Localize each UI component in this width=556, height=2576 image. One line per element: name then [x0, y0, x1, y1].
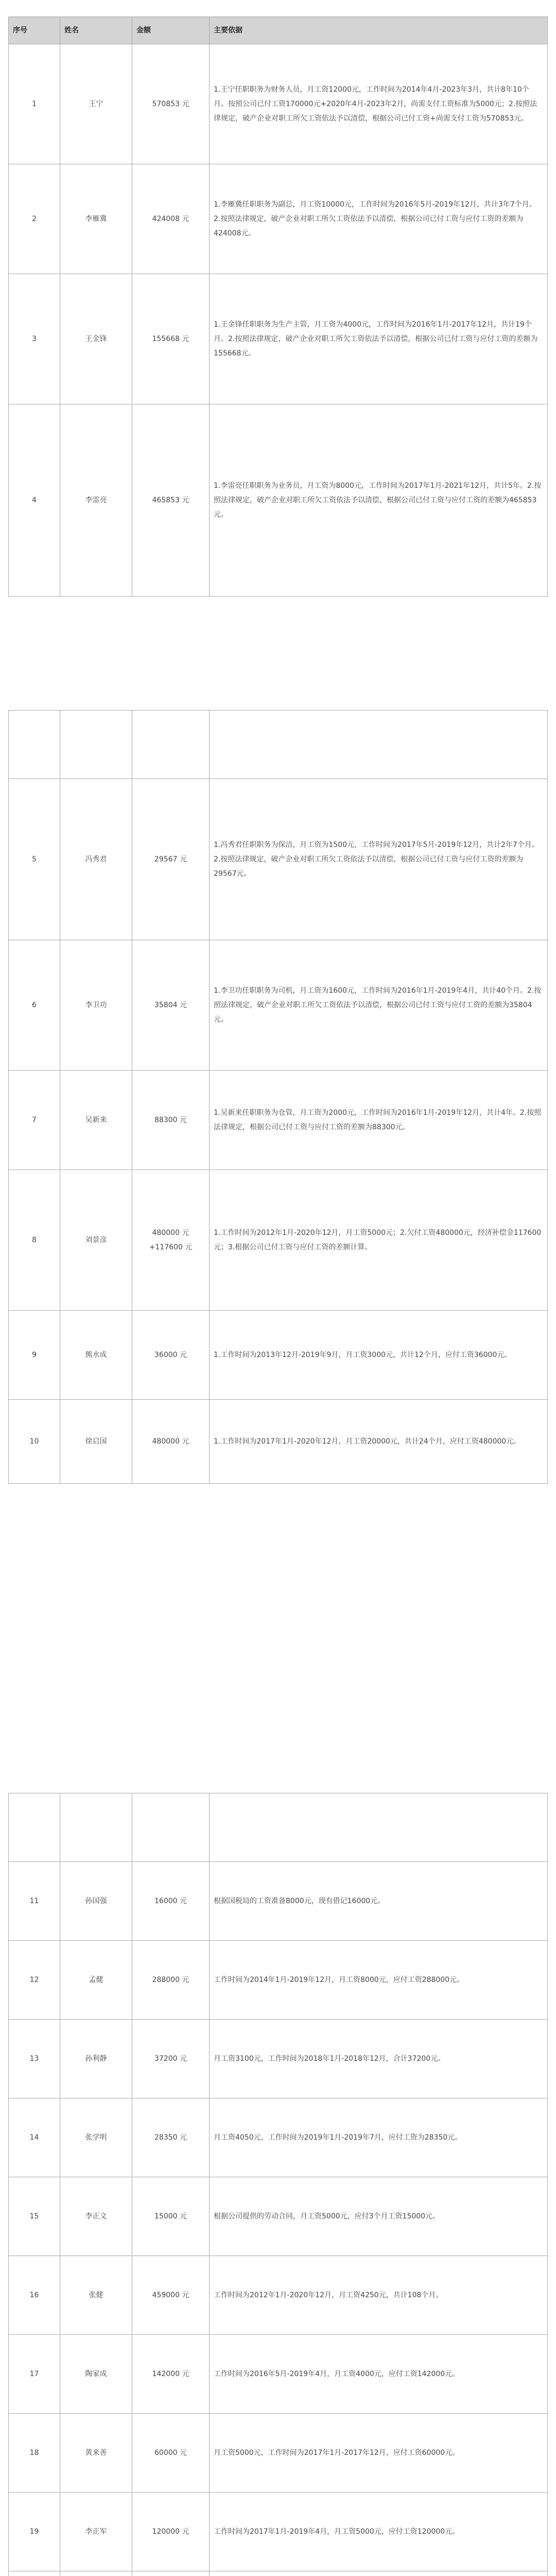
row-no: 17	[9, 2335, 60, 2414]
row-amount: 29567 元	[132, 779, 210, 940]
row-name: 张学明	[60, 2098, 132, 2177]
row-amount: 480000 元+117600 元	[132, 1170, 210, 1311]
row-basis: 工作时间为2017年1月-2019年4月，月工资5000元，应付工资120000元。	[210, 2493, 548, 2571]
row-amount: 424008 元	[132, 164, 210, 274]
row-basis: 月工资5000元，工作时间为2017年1月-2017年12月，应付工资60000元。	[210, 2414, 548, 2493]
row-amount: 16000 元	[132, 1862, 210, 1941]
row-no: 9	[9, 1311, 60, 1400]
row-basis: 工作时间为2012年1月-2020年12月，月工资4250元，共计108个月。	[210, 2256, 548, 2335]
blank-row	[9, 710, 548, 779]
row-no: 5	[9, 779, 60, 940]
table-row	[9, 1400, 548, 1484]
row-amount: 88300 元	[132, 1071, 210, 1170]
table-row	[9, 1941, 548, 2020]
row-amount: 28350 元	[132, 2098, 210, 2177]
row-no: 15	[9, 2177, 60, 2256]
row-no: 14	[9, 2098, 60, 2177]
row-basis: 1.工作时间为2017年1月-2020年12月，月工资20000元，共计24个月，应付工资480000元。	[210, 1400, 548, 1484]
header-no: 序号	[9, 17, 60, 44]
row-amount: 480000 元	[132, 1400, 210, 1484]
table-row	[9, 2335, 548, 2414]
row-name: 张健	[60, 2256, 132, 2335]
table-row	[9, 274, 548, 404]
row-basis: 月工资4050元，工作时间为2019年1月-2019年7月，应付工资为28350元。	[210, 2098, 548, 2177]
row-no: 8	[9, 1170, 60, 1311]
row-no: 18	[9, 2414, 60, 2493]
row-name: 李雷亮	[60, 404, 132, 597]
row-no: 4	[9, 404, 60, 597]
header-basis: 主要依据	[210, 17, 548, 44]
row-amount: 37200 元	[132, 2020, 210, 2098]
row-no: 7	[9, 1071, 60, 1170]
row-name	[60, 2571, 132, 2576]
table-row	[9, 1862, 548, 1941]
row-name: 熊水成	[60, 1311, 132, 1400]
claims-table-1	[8, 16, 548, 597]
row-no: 19	[9, 2493, 60, 2571]
row-no: 12	[9, 1941, 60, 2020]
row-basis: 1.工作时间为2012年1月-2020年12月，月工资5000元；2.欠付工资480000元，经济补偿金117600元；3.根据公司已付工资与应付工资的差额计算。	[210, 1170, 548, 1311]
row-amount: 36000 元	[132, 1311, 210, 1400]
row-no: 1	[9, 44, 60, 164]
row-basis: 1.李雷亮任职职务为业务员，月工资为8000元，工作时间为2017年1月-2021年12月，共计5年。2.按照法律规定，破产企业对职工所欠工资依法予以清偿，根据公司已付工资与应付工资的差额为465853元。	[210, 404, 548, 597]
table-row	[9, 2177, 548, 2256]
row-name: 王宁	[60, 44, 132, 164]
row-name: 吴新来	[60, 1071, 132, 1170]
table-row	[9, 2571, 548, 2576]
row-name: 孟健	[60, 1941, 132, 2020]
row-basis: 1.工作时间为2013年12月-2019年9月，月工资3000元，共计12个月，应付工资36000元。	[210, 1311, 548, 1400]
row-basis: 1.王金锋任职职务为生产主管，月工资为4000元，工作时间为2016年1月-2017年12月，共计19个月。2.按照法律规定，破产企业对职工所欠工资依法予以清偿，根据公司已付工资与应付工资的差额为155668元。	[210, 274, 548, 404]
table-row	[9, 1170, 548, 1311]
table-row	[9, 2256, 548, 2335]
row-name: 冯秀君	[60, 779, 132, 940]
row-no: 2	[9, 164, 60, 274]
row-amount: 459000 元	[132, 2256, 210, 2335]
header-name: 姓名	[60, 17, 132, 44]
row-amount	[132, 2571, 210, 2576]
row-name: 孙国强	[60, 1862, 132, 1941]
row-basis: 1.冯秀君任职职务为保洁，月工资为1500元，工作时间为2017年5月-2019年12月，共计2年7个月。2.按照法律规定，破产企业对职工所欠工资依法予以清偿，根据公司已付工资与应付工资的差额为29567元。	[210, 779, 548, 940]
table-row	[9, 2098, 548, 2177]
row-basis: 1.李雁冀任职职务为副总，月工资10000元，工作时间为2016年5月-2019年12月，共计3年7个月。2.按照法律规定，破产企业对职工所欠工资依法予以清偿，根据公司已付工资与应付工资的差额为424008元。	[210, 164, 548, 274]
row-amount: 142000 元	[132, 2335, 210, 2414]
row-basis: 1.王宁任职职务为财务人员，月工资12000元，工作时间为2014年4月-2023年3月，共计8年10个月。按照公司已付工资170000元+2020年4月-2023年2月，尚需支付工资标准为5000元；2.按照法律规定，破产企业对职工所欠工资依法予以清偿，根据公司已付工资+尚需支付工资为570853元。	[210, 44, 548, 164]
table-row	[9, 779, 548, 940]
claims-table-2	[8, 710, 548, 1484]
row-name: 徐启国	[60, 1400, 132, 1484]
row-amount: 570853 元	[132, 44, 210, 164]
table-row	[9, 44, 548, 164]
table-row	[9, 1071, 548, 1170]
row-name: 陶家成	[60, 2335, 132, 2414]
row-no: 16	[9, 2256, 60, 2335]
row-amount: 288000 元	[132, 1941, 210, 2020]
row-name: 李正军	[60, 2493, 132, 2571]
row-basis: 根据公司提供的劳动合同，月工资5000元，应付3个月工资15000元。	[210, 2177, 548, 2256]
row-name: 孙利静	[60, 2020, 132, 2098]
row-basis: 月工资3100元，工作时间为2018年1月-2018年12月，合计37200元。	[210, 2020, 548, 2098]
row-basis: 工作时间为2014年1月-2019年12月，月工资8000元，应付工资288000元。	[210, 1941, 548, 2020]
header-amount: 金额	[132, 17, 210, 44]
table-row	[9, 164, 548, 274]
table-row	[9, 404, 548, 597]
row-no: 11	[9, 1862, 60, 1941]
row-no: 10	[9, 1400, 60, 1484]
blank-row	[9, 1793, 548, 1862]
row-no	[9, 2571, 60, 2576]
table-row	[9, 940, 548, 1071]
table-row	[9, 2493, 548, 2571]
row-no: 6	[9, 940, 60, 1071]
row-no: 13	[9, 2020, 60, 2098]
row-amount: 60000 元	[132, 2414, 210, 2493]
claims-table-3	[8, 1793, 548, 2576]
row-amount: 15000 元	[132, 2177, 210, 2256]
row-name: 李雁冀	[60, 164, 132, 274]
row-name: 刘景彦	[60, 1170, 132, 1311]
row-no: 3	[9, 274, 60, 404]
table-row	[9, 2414, 548, 2493]
row-name: 李卫功	[60, 940, 132, 1071]
row-basis: 1.李卫功任职职务为司机，月工资为1600元，工作时间为2016年1月-2019年4月，共计40个月。2.按照法律规定，破产企业对职工所欠工资依法予以清偿，根据公司已付工资与应付工资的差额为35804元。	[210, 940, 548, 1071]
row-amount: 155668 元	[132, 274, 210, 404]
row-basis: 1.吴新来任职职务为仓管，月工资为2000元，工作时间为2016年1月-2019年12月，共计4年。2.按照法律规定，根据公司已付工资与应付工资的差额为88300元。	[210, 1071, 548, 1170]
row-basis	[210, 2571, 548, 2576]
table-row	[9, 2020, 548, 2098]
row-basis: 工作时间为2016年5月-2019年4月，月工资4000元，应付工资142000元。	[210, 2335, 548, 2414]
row-amount: 120000 元	[132, 2493, 210, 2571]
row-basis: 根据国税局的工资准备8000元，现有借记16000元。	[210, 1862, 548, 1941]
row-name: 黄来善	[60, 2414, 132, 2493]
table-header-row	[9, 17, 548, 44]
row-amount: 465853 元	[132, 404, 210, 597]
row-amount: 35804 元	[132, 940, 210, 1071]
table-row	[9, 1311, 548, 1400]
row-name: 王金锋	[60, 274, 132, 404]
row-name: 李正文	[60, 2177, 132, 2256]
